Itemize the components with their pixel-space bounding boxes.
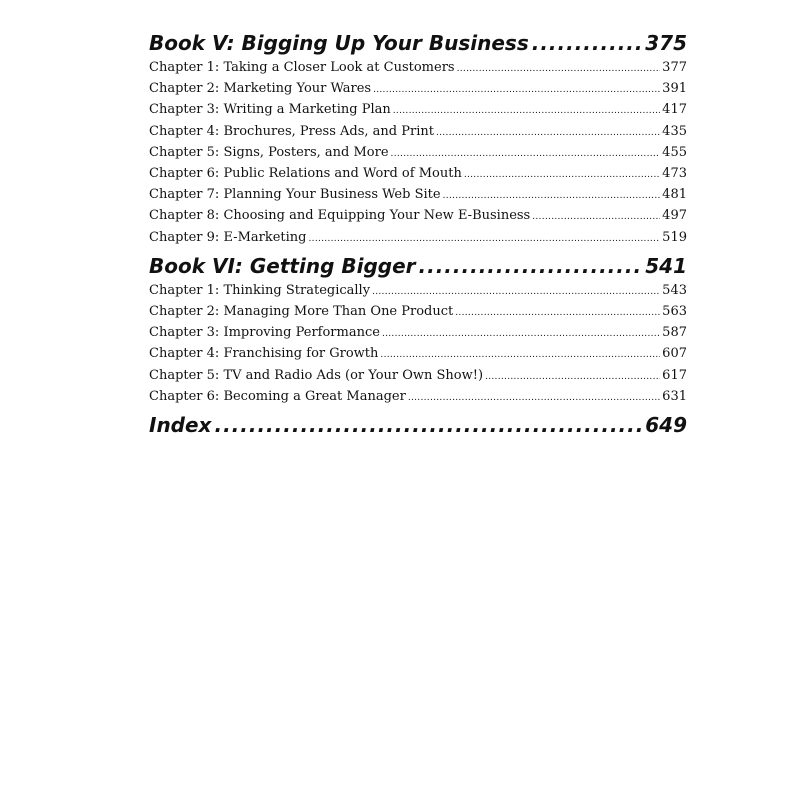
chapter-page-number: 377 bbox=[662, 60, 687, 75]
dot-leader bbox=[372, 282, 660, 302]
chapter-title: Chapter 8: Choosing and Equipping Your New E-Business bbox=[149, 208, 531, 224]
chapter-title: Chapter 5: Signs, Posters, and More bbox=[149, 144, 389, 160]
chapter-entry[interactable] bbox=[149, 366, 687, 387]
dot-leader bbox=[455, 303, 660, 323]
dot-leader bbox=[373, 80, 660, 100]
dot-leader bbox=[485, 367, 660, 387]
chapter-title: Chapter 6: Becoming a Great Manager bbox=[149, 388, 406, 404]
table-of-contents bbox=[149, 30, 687, 440]
chapter-title: Chapter 4: Franchising for Growth bbox=[149, 346, 379, 362]
chapter-entry[interactable] bbox=[149, 100, 687, 121]
book-title: Book VI: Getting Bigger bbox=[149, 253, 416, 278]
dot-leader bbox=[391, 144, 661, 164]
dot-leader bbox=[408, 388, 660, 408]
chapter-entry[interactable] bbox=[149, 387, 687, 408]
dot-leader bbox=[380, 345, 660, 365]
book-page-number: 541 bbox=[645, 253, 687, 278]
dot-leader bbox=[436, 123, 660, 143]
chapter-entry[interactable] bbox=[149, 58, 687, 79]
dot-leader bbox=[214, 412, 642, 438]
chapter-page-number: 391 bbox=[662, 81, 687, 97]
dot-leader bbox=[457, 59, 661, 79]
chapter-entry[interactable] bbox=[149, 185, 687, 206]
chapter-page-number: 607 bbox=[662, 346, 687, 362]
chapter-page-number: 587 bbox=[662, 325, 687, 341]
chapter-title: Chapter 1: Taking a Closer Look at Customers bbox=[149, 60, 455, 75]
dot-leader bbox=[532, 30, 643, 56]
index-heading[interactable] bbox=[149, 412, 687, 438]
chapter-entry[interactable] bbox=[149, 206, 687, 227]
chapter-page-number: 563 bbox=[662, 304, 687, 320]
chapter-title: Chapter 3: Writing a Marketing Plan bbox=[149, 102, 391, 118]
index-page-number: 649 bbox=[645, 413, 687, 438]
chapter-title: Chapter 5: TV and Radio Ads (or Your Own Show!) bbox=[149, 367, 484, 383]
chapter-page-number: 497 bbox=[662, 208, 687, 224]
dot-leader bbox=[419, 253, 643, 279]
chapter-entry[interactable] bbox=[149, 281, 687, 302]
chapter-title: Chapter 6: Public Relations and Word of Mouth bbox=[149, 166, 462, 182]
chapter-title: Chapter 2: Managing More Than One Product bbox=[149, 304, 454, 320]
chapter-title: Chapter 2: Marketing Your Wares bbox=[149, 81, 372, 97]
chapter-title: Chapter 1: Thinking Strategically bbox=[149, 282, 371, 298]
chapter-page-number: 435 bbox=[662, 123, 687, 139]
chapter-page-number: 481 bbox=[662, 187, 687, 203]
dot-leader bbox=[464, 165, 660, 185]
chapter-page-number: 473 bbox=[662, 166, 687, 182]
chapter-title: Chapter 4: Brochures, Press Ads, and Print bbox=[149, 123, 434, 139]
chapter-entry[interactable] bbox=[149, 344, 687, 365]
chapter-entry[interactable] bbox=[149, 302, 687, 323]
index-title: Index bbox=[149, 413, 212, 438]
chapter-entry[interactable] bbox=[149, 122, 687, 143]
chapter-page-number: 631 bbox=[662, 388, 687, 404]
chapter-title: Chapter 7: Planning Your Business Web Site bbox=[149, 187, 441, 203]
dot-leader bbox=[309, 229, 661, 249]
chapter-page-number: 455 bbox=[662, 144, 687, 160]
chapter-entry[interactable] bbox=[149, 323, 687, 344]
dot-leader bbox=[382, 324, 660, 344]
chapter-page-number: 417 bbox=[662, 102, 687, 118]
dot-leader bbox=[393, 101, 660, 121]
book-title: Book V: Bigging Up Your Business bbox=[149, 31, 529, 55]
chapter-entry[interactable] bbox=[149, 164, 687, 185]
chapter-page-number: 519 bbox=[662, 229, 687, 245]
chapter-entry[interactable] bbox=[149, 79, 687, 100]
chapter-entry[interactable] bbox=[149, 228, 687, 249]
chapter-page-number: 617 bbox=[662, 367, 687, 383]
dot-leader bbox=[532, 207, 660, 227]
book-page-number: 375 bbox=[645, 31, 687, 55]
chapter-title: Chapter 3: Improving Performance bbox=[149, 325, 380, 341]
dot-leader bbox=[443, 186, 661, 206]
book-heading-book5[interactable] bbox=[149, 30, 687, 56]
book-heading-book6[interactable] bbox=[149, 253, 687, 279]
chapter-page-number: 543 bbox=[662, 282, 687, 298]
chapter-entry[interactable] bbox=[149, 143, 687, 164]
chapter-title: Chapter 9: E-Marketing bbox=[149, 229, 307, 245]
